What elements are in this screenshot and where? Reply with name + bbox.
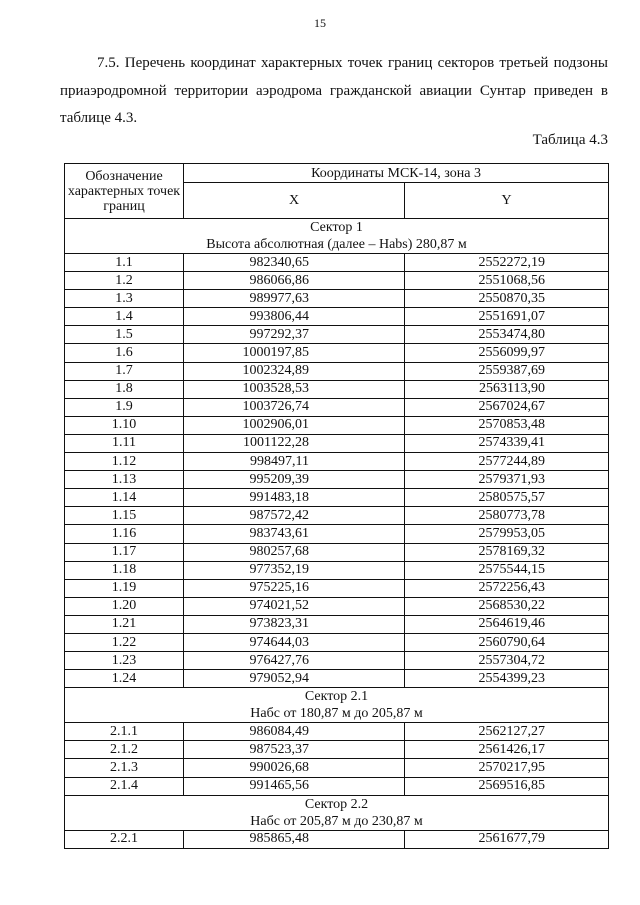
coord-y: 2560790,64: [405, 633, 609, 651]
point-id: 1.9: [65, 398, 184, 416]
coord-x: 1001122,28: [184, 434, 405, 452]
coord-x: 973823,31: [184, 615, 405, 633]
coordinates-table: [64, 163, 609, 849]
sector-height: Высота абсолютная (далее – Нabs) 280,87 м: [206, 237, 467, 252]
point-id: 1.13: [65, 471, 184, 489]
coord-x: 979052,94: [184, 670, 405, 688]
coord-y: 2551068,56: [405, 272, 609, 290]
table-row: [65, 615, 609, 633]
coord-x: 977352,19: [184, 561, 405, 579]
point-id: 1.1: [65, 254, 184, 272]
coord-x: 983743,61: [184, 525, 405, 543]
point-id: 2.1.1: [65, 723, 184, 741]
coord-y: 2579371,93: [405, 471, 609, 489]
header-y: Y: [405, 183, 609, 219]
sector-header-row: [65, 688, 609, 723]
coord-x: 980257,68: [184, 543, 405, 561]
coord-y: 2580773,78: [405, 507, 609, 525]
header-designation: Обозначение характерных точек границ: [65, 164, 184, 219]
coord-y: 2568530,22: [405, 597, 609, 615]
coord-y: 2561677,79: [405, 830, 609, 848]
coord-x: 1003726,74: [184, 398, 405, 416]
coord-y: 2570217,95: [405, 759, 609, 777]
coord-y: 2572256,43: [405, 579, 609, 597]
table-row: [65, 670, 609, 688]
table-row: [65, 434, 609, 452]
coord-x: 987523,37: [184, 741, 405, 759]
coord-y: 2563113,90: [405, 380, 609, 398]
point-id: 1.10: [65, 416, 184, 434]
table-caption: Таблица 4.3: [532, 132, 608, 148]
coord-x: 1002906,01: [184, 416, 405, 434]
table-row: [65, 290, 609, 308]
point-id: 1.6: [65, 344, 184, 362]
coord-x: 991465,56: [184, 777, 405, 795]
coord-y: 2554399,23: [405, 670, 609, 688]
point-id: 1.24: [65, 670, 184, 688]
table-row: [65, 398, 609, 416]
coord-y: 2579953,05: [405, 525, 609, 543]
coord-y: 2553474,80: [405, 326, 609, 344]
table-row: [65, 308, 609, 326]
sector-header: [65, 219, 609, 254]
coord-x: 991483,18: [184, 489, 405, 507]
table-row: [65, 830, 609, 848]
table-row: [65, 579, 609, 597]
point-id: 1.14: [65, 489, 184, 507]
point-id: 2.1.2: [65, 741, 184, 759]
coord-x: 993806,44: [184, 308, 405, 326]
point-id: 1.15: [65, 507, 184, 525]
table-row: [65, 489, 609, 507]
coord-y: 2556099,97: [405, 344, 609, 362]
coord-x: 998497,11: [184, 453, 405, 471]
point-id: 1.3: [65, 290, 184, 308]
coord-x: 976427,76: [184, 652, 405, 670]
sector-title: Сектор 1: [310, 220, 363, 235]
table-row: [65, 362, 609, 380]
table-row: [65, 453, 609, 471]
point-id: 1.17: [65, 543, 184, 561]
table-row: [65, 777, 609, 795]
table-row: [65, 597, 609, 615]
intro-text: 7.5. Перечень координат характерных точек границ секторов третьей подзоны приаэродромной территории аэродрома гражданской авиации Сунтар приведен в таблице 4.3.: [60, 55, 608, 126]
coord-x: 975225,16: [184, 579, 405, 597]
coord-x: 1002324,89: [184, 362, 405, 380]
table-row: [65, 254, 609, 272]
header-x: X: [184, 183, 405, 219]
table-row: [65, 326, 609, 344]
point-id: 1.8: [65, 380, 184, 398]
table-row: [65, 759, 609, 777]
coord-y: 2575544,15: [405, 561, 609, 579]
point-id: 1.5: [65, 326, 184, 344]
table-row: [65, 507, 609, 525]
point-id: 2.1.3: [65, 759, 184, 777]
sector-height: Набс от 205,87 м до 230,87 м: [250, 813, 423, 829]
sector-header-row: [65, 219, 609, 254]
coord-x: 986066,86: [184, 272, 405, 290]
table-row: [65, 561, 609, 579]
coord-y: 2574339,41: [405, 434, 609, 452]
coord-x: 997292,37: [184, 326, 405, 344]
point-id: 1.12: [65, 453, 184, 471]
point-id: 1.20: [65, 597, 184, 615]
coord-y: 2550870,35: [405, 290, 609, 308]
intro-paragraph: [60, 50, 608, 133]
point-id: 1.18: [65, 561, 184, 579]
table-row: [65, 272, 609, 290]
point-id: 1.2: [65, 272, 184, 290]
table-row: [65, 741, 609, 759]
sector-header: [65, 688, 609, 723]
sector-header: [65, 795, 609, 830]
table-row: [65, 380, 609, 398]
coord-x: 974021,52: [184, 597, 405, 615]
coord-y: 2551691,07: [405, 308, 609, 326]
table-row: [65, 525, 609, 543]
coord-x: 982340,65: [184, 254, 405, 272]
coord-y: 2570853,48: [405, 416, 609, 434]
point-id: 1.23: [65, 652, 184, 670]
coord-x: 985865,48: [184, 830, 405, 848]
point-id: 2.2.1: [65, 830, 184, 848]
coord-x: 995209,39: [184, 471, 405, 489]
point-id: 1.16: [65, 525, 184, 543]
page-number: 15: [314, 16, 326, 30]
table-row: [65, 723, 609, 741]
header-coordinates: Координаты МСК-14, зона 3: [184, 164, 609, 183]
coord-x: 1000197,85: [184, 344, 405, 362]
coord-y: 2557304,72: [405, 652, 609, 670]
coord-x: 987572,42: [184, 507, 405, 525]
coord-x: 986084,49: [184, 723, 405, 741]
coord-y: 2577244,89: [405, 453, 609, 471]
coord-x: 1003528,53: [184, 380, 405, 398]
coord-y: 2552272,19: [405, 254, 609, 272]
sector-height: Набс от 180,87 м до 205,87 м: [250, 706, 423, 722]
point-id: 1.21: [65, 615, 184, 633]
table-row: [65, 416, 609, 434]
table-row: [65, 652, 609, 670]
point-id: 1.22: [65, 633, 184, 651]
point-id: 1.7: [65, 362, 184, 380]
point-id: 1.4: [65, 308, 184, 326]
coord-x: 989977,63: [184, 290, 405, 308]
table-body: [65, 219, 609, 849]
point-id: 2.1.4: [65, 777, 184, 795]
coord-y: 2562127,27: [405, 723, 609, 741]
coord-y: 2569516,85: [405, 777, 609, 795]
coord-y: 2559387,69: [405, 362, 609, 380]
sector-title: Сектор 2.2: [304, 796, 369, 812]
coord-y: 2580575,57: [405, 489, 609, 507]
point-id: 1.19: [65, 579, 184, 597]
sector-title: Сектор 2.1: [304, 689, 369, 705]
coord-x: 990026,68: [184, 759, 405, 777]
point-id: 1.11: [65, 434, 184, 452]
table-row: [65, 344, 609, 362]
table-row: [65, 633, 609, 651]
sector-header-row: [65, 795, 609, 830]
table-row: [65, 471, 609, 489]
table-row: [65, 543, 609, 561]
coord-y: 2567024,67: [405, 398, 609, 416]
coord-y: 2561426,17: [405, 741, 609, 759]
coord-y: 2564619,46: [405, 615, 609, 633]
coord-y: 2578169,32: [405, 543, 609, 561]
coord-x: 974644,03: [184, 633, 405, 651]
